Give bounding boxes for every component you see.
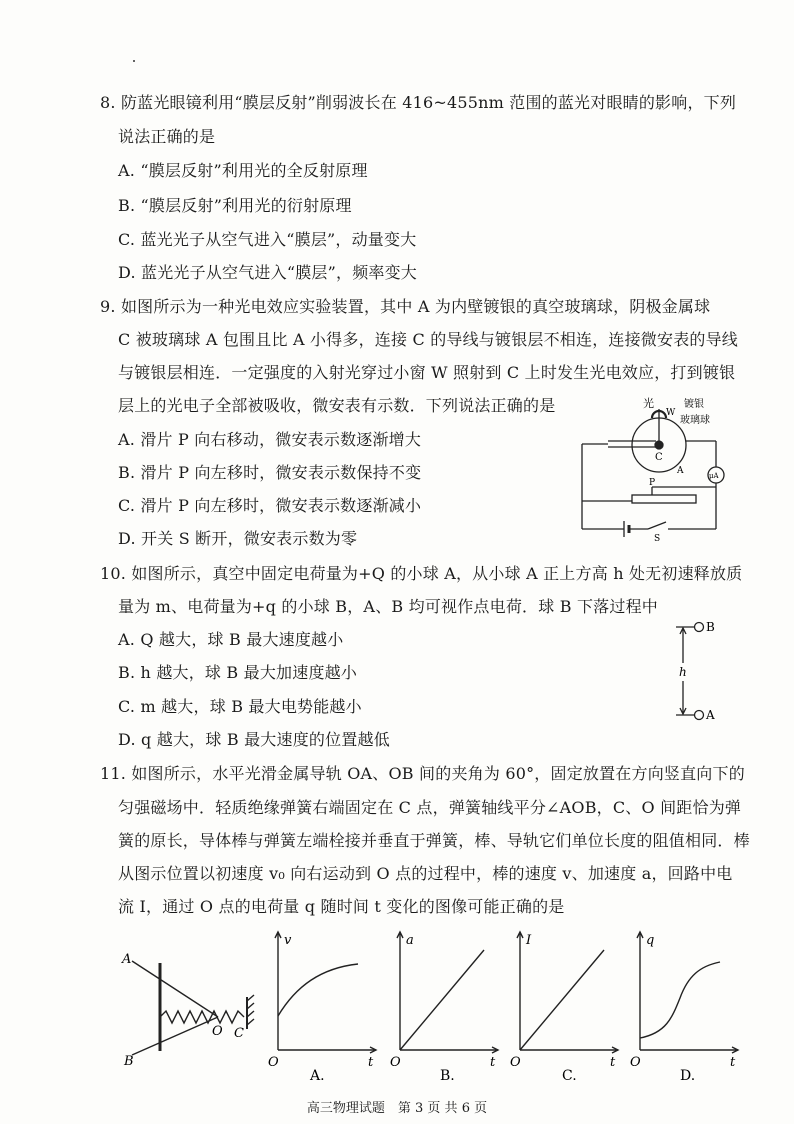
q8-stem-line1: 8. 防蓝光眼镜利用“膜层反射”削弱波长在 416~455nm 范围的蓝光对眼睛的影响，下列 <box>100 93 737 112</box>
switch-s <box>648 522 666 529</box>
q10-option-a: A. Q 越大，球 B 最大速度越小 <box>118 630 344 649</box>
hatch <box>247 1003 254 1009</box>
page-footer: 高三物理试题 第 3 页 共 6 页 <box>306 1101 488 1116</box>
q9-option-d: D. 开关 S 断开，微安表示数为零 <box>118 529 358 548</box>
curve-d <box>640 962 720 1038</box>
q11-stem-line4: 从图示位置以初速度 v₀ 向右运动到 O 点的过程中，棒的速度 v、加速度 a，回路中电 <box>118 864 733 883</box>
y-label: q <box>646 933 655 948</box>
origin-label: O <box>510 1055 521 1070</box>
x-label: t <box>368 1055 374 1070</box>
y-label: I <box>526 933 532 948</box>
hatch <box>247 1019 254 1025</box>
label-o: O <box>212 1024 223 1039</box>
origin-label: O <box>630 1055 641 1070</box>
graph-label-a: A. <box>310 1068 325 1084</box>
q8-stem-line2: 说法正确的是 <box>118 127 216 146</box>
rail-oa <box>132 961 218 1017</box>
q8-option-b: B. “膜层反射”利用光的衍射原理 <box>118 196 352 215</box>
silver-label-1: 镀银 <box>684 399 704 410</box>
x-label: t <box>490 1055 496 1070</box>
graph-label-c: C. <box>562 1068 577 1084</box>
ball-b <box>695 623 704 632</box>
origin-label: O <box>390 1055 401 1070</box>
light-label: 光 <box>643 397 654 410</box>
y-label: v <box>284 933 292 948</box>
q10-stem-line2: 量为 m、电荷量为+q 的小球 B，A、B 均可视作点电荷．球 B 下落过程中 <box>118 597 658 616</box>
spring <box>160 1011 244 1023</box>
meter-label: μA <box>709 472 719 480</box>
q11-graph-d <box>628 928 746 1086</box>
q8-option-c: C. 蓝光光子从空气进入“膜层”，动量变大 <box>118 230 417 249</box>
label-b: B <box>124 1054 134 1069</box>
hatch <box>247 1011 254 1017</box>
x-label: t <box>610 1055 616 1070</box>
line-b <box>400 950 484 1050</box>
q9-stem-line4: 层上的光电子全部被吸收，微安表有示数．下列说法正确的是 <box>118 396 556 415</box>
q9-stem-line2: C 被玻璃球 A 包围且比 A 小得多，连接 C 的导线与镀银层不相连，连接微安表的导线 <box>118 330 738 349</box>
ball-a <box>695 711 704 720</box>
q10-option-d: D. q 越大，球 B 最大速度的位置越低 <box>118 730 390 749</box>
q9-stem-line3: 与镀银层相连．一定强度的入射光穿过小窗 W 照射到 C 上时发生光电效应，打到镀银 <box>118 363 736 382</box>
line-c <box>520 950 604 1050</box>
q11-graph-c <box>508 928 626 1086</box>
graph-label-d: D. <box>680 1068 696 1084</box>
q11-rail-diagram <box>118 945 268 1075</box>
label-a: A <box>122 952 132 967</box>
q11-stem-line5: 流 I，通过 O 点的电荷量 q 随时间 t 变化的图像可能正确的是 <box>118 897 565 916</box>
speck <box>133 60 135 62</box>
silver-label-2: 玻璃球 <box>680 415 710 426</box>
q10-stem-line1: 10. 如图所示，真空中固定电荷量为+Q 的小球 A，从小球 A 正上方高 h 处无初速释放质 <box>100 564 743 583</box>
q9-stem-line1: 9. 如图所示为一种光电效应实验装置，其中 A 为内壁镀银的真空玻璃球，阴极金属球 <box>100 297 711 316</box>
slider-label: P <box>649 478 656 488</box>
switch-label: S <box>654 534 661 544</box>
rail-ob <box>132 1017 218 1055</box>
curve-a <box>278 964 358 1016</box>
q9-photoelectric-diagram <box>570 395 730 545</box>
hatch <box>247 995 254 1001</box>
height-label: h <box>679 665 687 679</box>
q11-graph-b <box>388 928 506 1086</box>
graph-label-b: B. <box>440 1068 455 1084</box>
x-label: t <box>730 1055 736 1070</box>
q9-option-c: C. 滑片 P 向左移时，微安表示数逐渐减小 <box>118 496 422 515</box>
q9-option-b: B. 滑片 P 向左移时，微安表示数保持不变 <box>118 463 422 482</box>
q11-graph-a <box>266 928 384 1086</box>
q11-stem-line2: 匀强磁场中．轻质绝缘弹簧右端固定在 C 点，弹簧轴线平分∠AOB，C、O 间距恰为弹 <box>118 798 742 817</box>
rheostat <box>632 495 696 503</box>
sphere-label: A <box>677 466 684 476</box>
q10-charge-diagram <box>666 615 726 730</box>
q9-option-a: A. 滑片 P 向右移动，微安表示数逐渐增大 <box>118 430 422 449</box>
q11-stem-line1: 11. 如图所示，水平光滑金属导轨 OA、OB 间的夹角为 60°，固定放置在方向竖直向下的 <box>100 764 745 783</box>
cathode-label: C <box>655 452 663 463</box>
q10-option-b: B. h 越大，球 B 最大加速度越小 <box>118 663 358 682</box>
y-label: a <box>406 933 414 948</box>
label-c: C <box>234 1026 244 1041</box>
origin-label: O <box>268 1055 279 1070</box>
q8-option-d: D. 蓝光光子从空气进入“膜层”，频率变大 <box>118 263 417 282</box>
ball-a-label: A <box>706 708 715 722</box>
q10-option-c: C. m 越大，球 B 最大电势能越小 <box>118 697 362 716</box>
q11-stem-line3: 簧的原长，导体棒与弹簧左端栓接并垂直于弹簧，棒、导轨它们单位长度的阻值相同．棒 <box>118 831 750 850</box>
window-label: W <box>666 408 676 418</box>
ball-b-label: B <box>706 620 715 634</box>
q8-option-a: A. “膜层反射”利用光的全反射原理 <box>118 161 368 180</box>
cathode-ball <box>655 441 663 449</box>
